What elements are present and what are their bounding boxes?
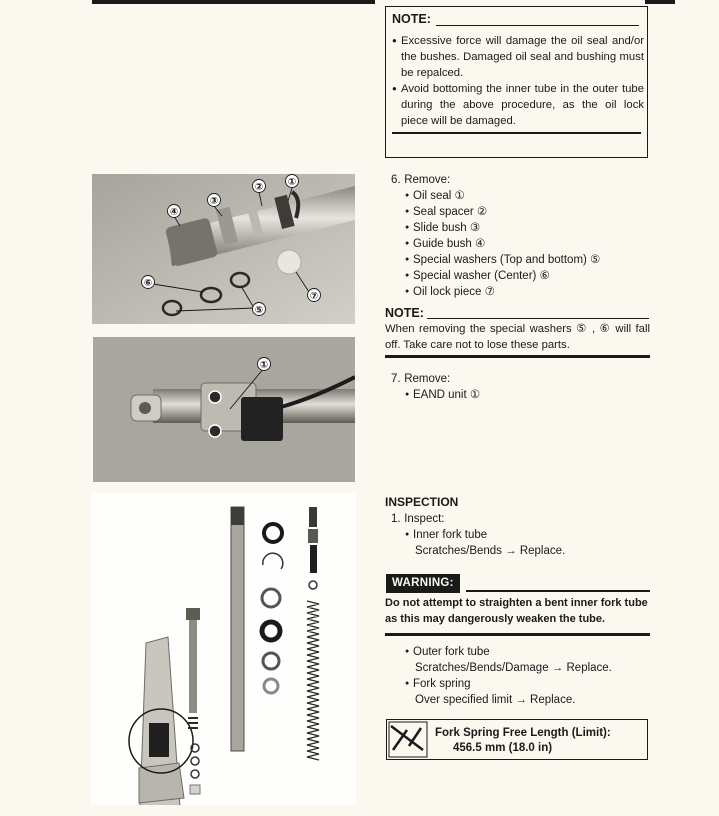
photo-fork-parts-layout [91, 493, 356, 805]
spec-text [435, 726, 611, 756]
top-rule-right [645, 0, 675, 4]
list-item: ● Seal spacer ② [405, 204, 600, 220]
note-heading-rule [427, 318, 649, 319]
callout-7: ⑦ [309, 291, 319, 302]
list-item: ● Oil lock piece ⑦ [405, 284, 600, 300]
list-item: ● Special washer (Center) ⑥ [405, 268, 600, 284]
warning-text: Do not attempt to straighten a bent inner fork tube as this may dangerously weaken the tube. [385, 597, 648, 625]
warning-bottom-rule [385, 633, 650, 636]
callout-6: ⑥ [143, 278, 153, 289]
note-item: ● Excessive force will damage the oil seal and/or the bushes. Damaged oil seal and bushing must be repalced. [392, 33, 644, 81]
inspect-list [405, 527, 565, 543]
remove-parts-list [405, 188, 600, 300]
list-item: ● Oil seal ① [405, 188, 600, 204]
spec-box-spring-length [386, 719, 648, 760]
list-item: ● Special washers (Top and bottom) ⑤ [405, 252, 600, 268]
note-list [392, 33, 644, 129]
callout-1: ① [259, 360, 269, 371]
spec-value: 456.5 mm (18.0 in) [453, 742, 553, 754]
note-bottom-rule [385, 355, 650, 358]
callout-3: ③ [209, 196, 219, 207]
warning-rule [466, 590, 650, 592]
step-7-remove [391, 371, 480, 403]
callout-1: ① [287, 177, 297, 188]
step-6-remove [391, 172, 600, 300]
list-item: ● Fork spring [405, 676, 612, 692]
step-title: Remove: [404, 174, 451, 186]
step-title: Inspect: [404, 513, 445, 525]
photo-inner-tube-parts [92, 174, 355, 324]
list-item: ● Slide bush ③ [405, 220, 600, 236]
note-text: When removing the special washers ⑤ , ⑥ will fall off. Take care not to lose these parts. [385, 323, 650, 351]
callout-4: ④ [169, 207, 179, 218]
note-box-damage [385, 6, 648, 158]
note-heading-rule [436, 25, 639, 26]
note-heading: NOTE: [392, 12, 431, 26]
photo-eand-unit-illustration [93, 337, 355, 482]
list-item: ● EAND unit ① [405, 387, 480, 403]
list-item: ● Inner fork tube [405, 527, 565, 543]
step-title: Remove: [404, 373, 451, 385]
photo-fork-parts-illustration [91, 493, 356, 805]
photo-inner-tube-illustration [92, 174, 355, 324]
top-rule-left [92, 0, 375, 4]
callout-2: ② [254, 182, 264, 193]
inspect-detail: Over specified limit → Replace. [415, 694, 576, 706]
note-heading: NOTE: [385, 306, 424, 320]
spec-label: Fork Spring Free Length (Limit): [435, 727, 611, 739]
callout-5: ⑤ [254, 305, 264, 316]
inspect-list [405, 676, 612, 692]
warning-badge: WARNING: [386, 574, 460, 593]
inspect-step-1 [391, 511, 565, 559]
inspect-detail: Scratches/Bends/Damage → Replace. [415, 662, 612, 674]
photo-eand-unit [93, 337, 355, 482]
inspect-outer-and-spring [405, 644, 612, 708]
step-number: 6. [391, 174, 401, 186]
list-item: ● Guide bush ④ [405, 236, 600, 252]
step-number: 1. [391, 513, 401, 525]
note-bottom-rule [392, 132, 641, 134]
note-item: ● Avoid bottoming the inner tube in the outer tube during the above procedure, as the oil lock piece will be damaged. [392, 81, 644, 129]
inspect-detail: Scratches/Bends → Replace. [415, 545, 566, 557]
list-item: ● Outer fork tube [405, 644, 612, 660]
inspect-list [405, 644, 612, 660]
remove-parts-list [405, 387, 480, 403]
calipers-icon [387, 720, 429, 759]
inspection-heading: INSPECTION [385, 495, 459, 509]
step-number: 7. [391, 373, 401, 385]
